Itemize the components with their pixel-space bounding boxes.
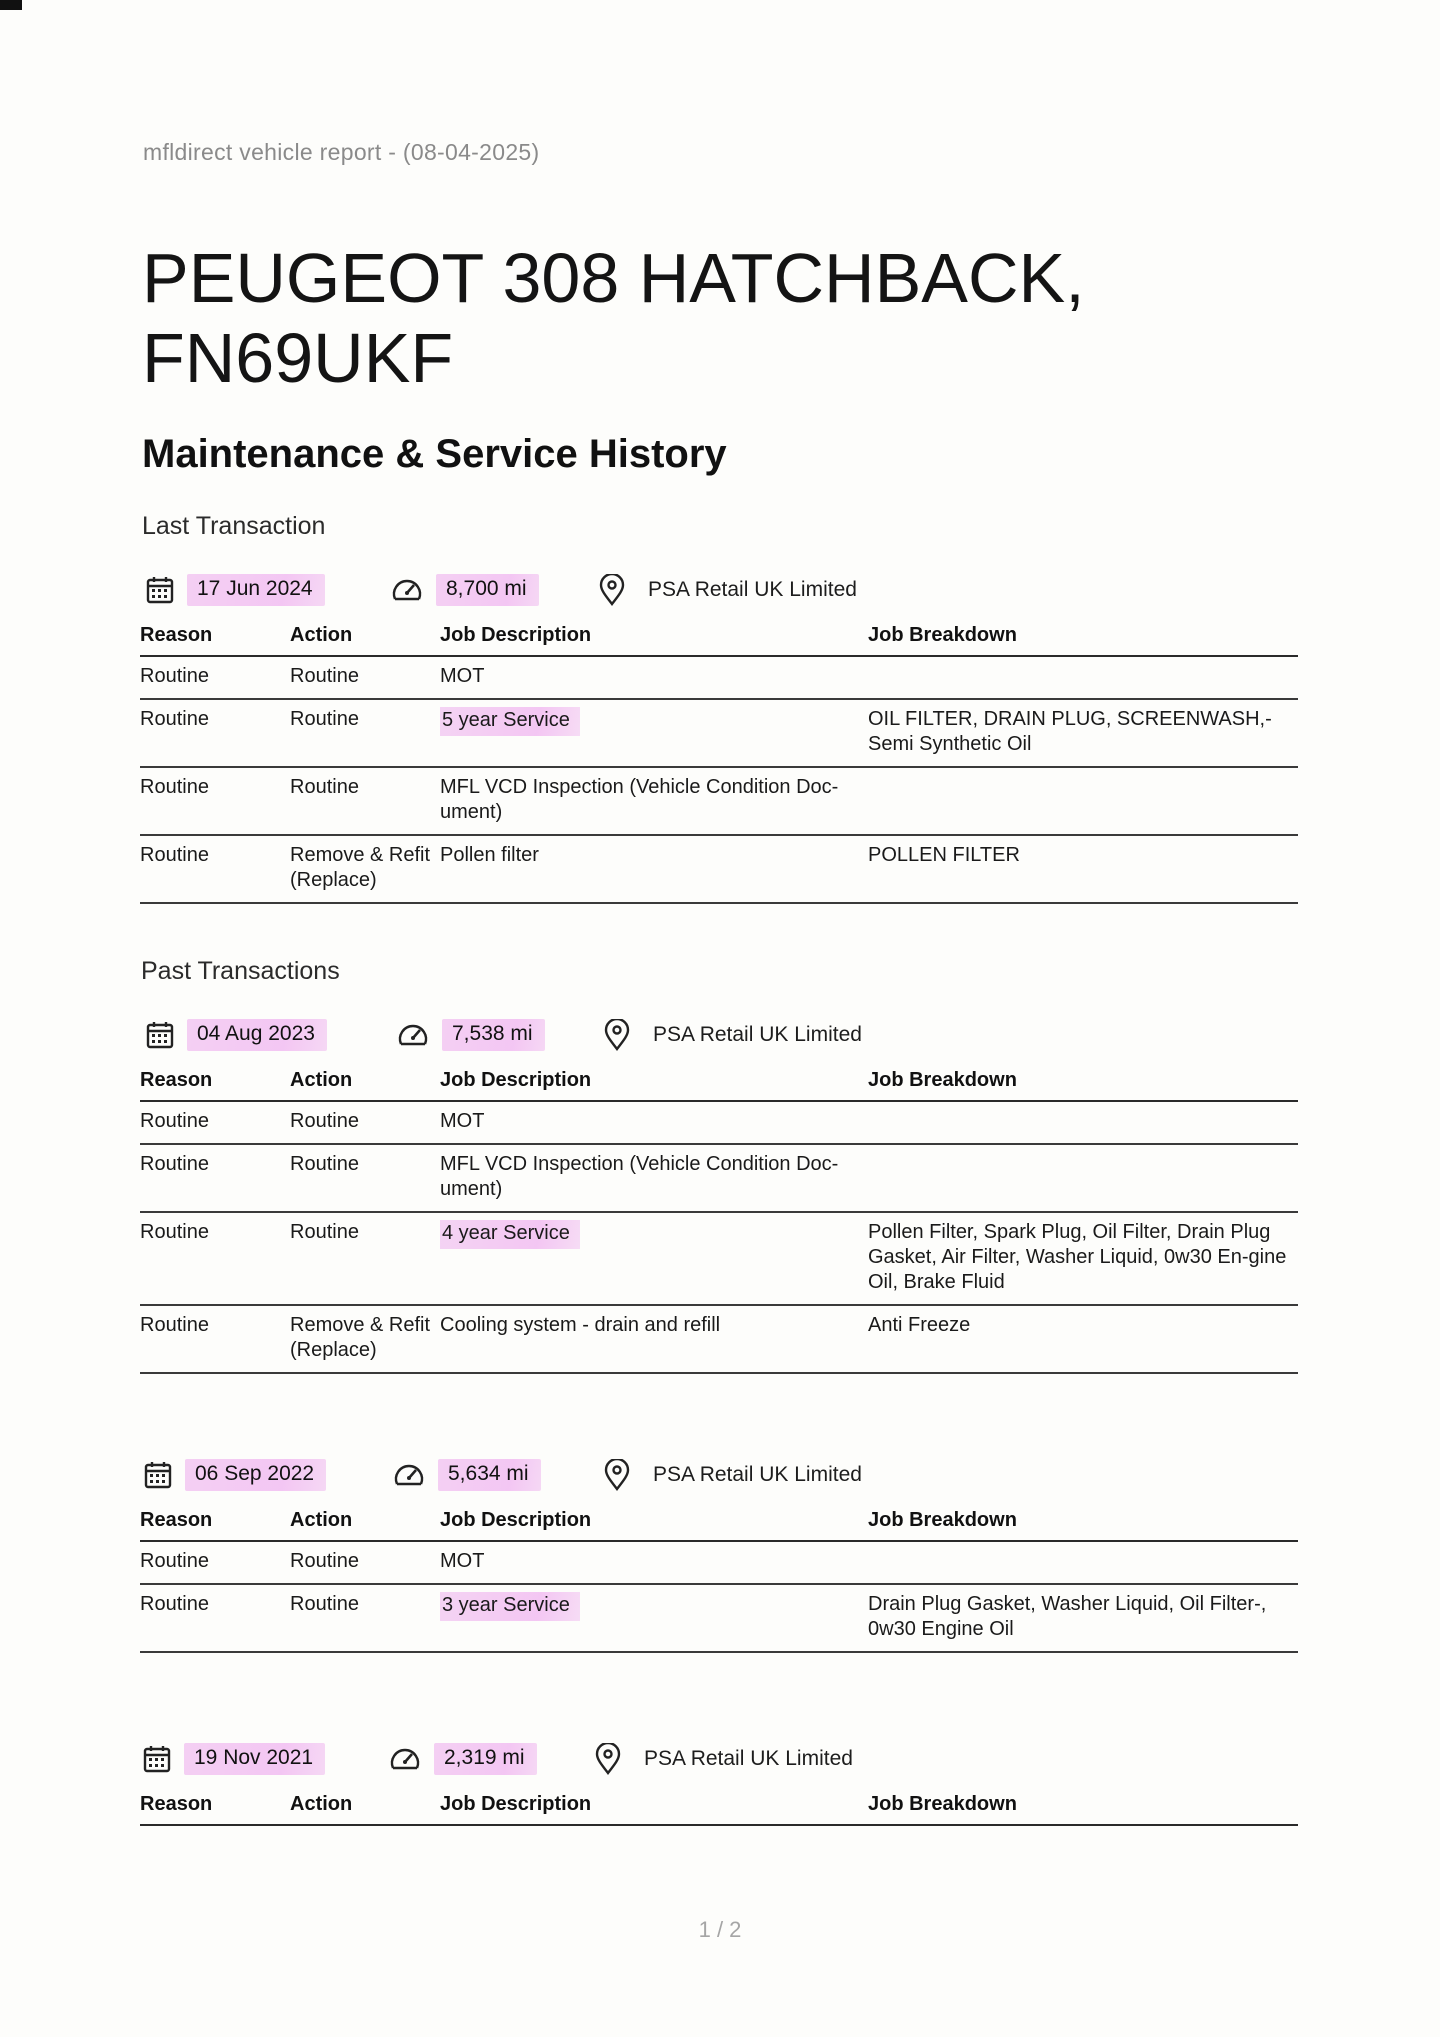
cell-action: Remove & Refit (Replace) xyxy=(290,835,440,903)
column-header-action: Action xyxy=(290,1501,440,1541)
past-transactions-label: Past Transactions xyxy=(141,957,340,985)
highlighted-service: 5 year Service xyxy=(440,707,580,736)
column-header-job-breakdown: Job Breakdown xyxy=(868,1501,1298,1541)
highlighted-service: 3 year Service xyxy=(440,1592,580,1621)
transaction-date-value: 17 Jun 2024 xyxy=(187,574,325,606)
cell-job-breakdown xyxy=(868,1144,1298,1212)
cell-job-breakdown xyxy=(868,656,1298,699)
vehicle-title-model: PEUGEOT 308 HATCHBACK, xyxy=(142,239,1085,317)
transaction-block xyxy=(140,1735,1298,1826)
speedometer-icon xyxy=(388,1744,422,1774)
table-row xyxy=(140,1305,1298,1373)
report-header: mfldirect vehicle report - (08-04-2025) xyxy=(143,139,540,165)
cell-action: Routine xyxy=(290,1144,440,1212)
column-header-job-description: Job Description xyxy=(440,616,868,656)
transaction-meta xyxy=(140,566,1298,616)
table-header-row xyxy=(140,1785,1298,1825)
transaction-location xyxy=(594,1743,853,1775)
cell-action: Routine xyxy=(290,699,440,767)
cell-action: Routine xyxy=(290,1101,440,1144)
scan-corner-mark xyxy=(0,0,22,10)
transaction-block xyxy=(140,566,1298,904)
transaction-location xyxy=(603,1459,862,1491)
transaction-mileage-value: 7,538 mi xyxy=(442,1019,545,1051)
cell-job-breakdown xyxy=(868,1101,1298,1144)
cell-job-breakdown xyxy=(868,767,1298,835)
column-header-job-description: Job Description xyxy=(440,1785,868,1825)
transaction-mileage xyxy=(396,1019,545,1051)
column-header-reason: Reason xyxy=(140,1785,290,1825)
location-pin-icon xyxy=(603,1459,631,1491)
transaction-date-value: 06 Sep 2022 xyxy=(185,1459,326,1491)
cell-job-description: MOT xyxy=(440,1541,868,1584)
cell-reason: Routine xyxy=(140,1305,290,1373)
table-row xyxy=(140,699,1298,767)
calendar-icon xyxy=(143,1460,173,1490)
jobs-table xyxy=(140,1061,1298,1374)
cell-job-description: MFL VCD Inspection (Vehicle Condition Doc-ument) xyxy=(440,767,868,835)
cell-reason: Routine xyxy=(140,1212,290,1305)
transaction-location-value: PSA Retail UK Limited xyxy=(644,1747,853,1770)
location-pin-icon xyxy=(594,1743,622,1775)
table-row xyxy=(140,1541,1298,1584)
transaction-mileage xyxy=(390,574,539,606)
transaction-meta xyxy=(140,1735,1298,1785)
transaction-block xyxy=(140,1011,1298,1374)
cell-job-description xyxy=(440,1584,868,1652)
transaction-meta xyxy=(140,1011,1298,1061)
jobs-table xyxy=(140,1785,1298,1826)
table-header-row xyxy=(140,1501,1298,1541)
section-title: Maintenance & Service History xyxy=(142,432,727,476)
cell-action: Routine xyxy=(290,1541,440,1584)
speedometer-icon xyxy=(392,1460,426,1490)
transaction-location-value: PSA Retail UK Limited xyxy=(648,578,857,601)
column-header-job-breakdown: Job Breakdown xyxy=(868,1061,1298,1101)
cell-job-breakdown: POLLEN FILTER xyxy=(868,835,1298,903)
last-transaction-label: Last Transaction xyxy=(142,512,326,540)
column-header-job-breakdown: Job Breakdown xyxy=(868,1785,1298,1825)
cell-action: Routine xyxy=(290,767,440,835)
cell-job-breakdown xyxy=(868,1541,1298,1584)
table-row xyxy=(140,767,1298,835)
cell-action: Routine xyxy=(290,1212,440,1305)
cell-job-description xyxy=(440,699,868,767)
column-header-action: Action xyxy=(290,1785,440,1825)
table-row xyxy=(140,656,1298,699)
transaction-mileage-value: 8,700 mi xyxy=(436,574,539,606)
transaction-date-value: 19 Nov 2021 xyxy=(184,1743,325,1775)
cell-job-breakdown: Drain Plug Gasket, Washer Liquid, Oil Filter-, 0w30 Engine Oil xyxy=(868,1584,1298,1652)
column-header-reason: Reason xyxy=(140,1061,290,1101)
cell-reason: Routine xyxy=(140,835,290,903)
cell-reason: Routine xyxy=(140,699,290,767)
transaction-date xyxy=(145,1019,327,1051)
transaction-location-value: PSA Retail UK Limited xyxy=(653,1023,862,1046)
transaction-date xyxy=(142,1743,325,1775)
table-header-row xyxy=(140,616,1298,656)
table-header-row xyxy=(140,1061,1298,1101)
transaction-location-value: PSA Retail UK Limited xyxy=(653,1463,862,1486)
cell-job-description: Cooling system - drain and refill xyxy=(440,1305,868,1373)
cell-reason: Routine xyxy=(140,656,290,699)
cell-job-breakdown: OIL FILTER, DRAIN PLUG, SCREENWASH,-Semi Synthetic Oil xyxy=(868,699,1298,767)
vehicle-title-registration: FN69UKF xyxy=(142,319,454,397)
cell-action: Routine xyxy=(290,656,440,699)
column-header-action: Action xyxy=(290,616,440,656)
transaction-date-value: 04 Aug 2023 xyxy=(187,1019,327,1051)
column-header-action: Action xyxy=(290,1061,440,1101)
cell-reason: Routine xyxy=(140,1541,290,1584)
column-header-reason: Reason xyxy=(140,1501,290,1541)
cell-job-breakdown: Pollen Filter, Spark Plug, Oil Filter, Drain Plug Gasket, Air Filter, Washer Liquid, 0w30 En-gine Oil, Brake Fluid xyxy=(868,1212,1298,1305)
cell-job-description: MFL VCD Inspection (Vehicle Condition Doc-ument) xyxy=(440,1144,868,1212)
transaction-block xyxy=(140,1451,1298,1653)
speedometer-icon xyxy=(390,575,424,605)
cell-reason: Routine xyxy=(140,1144,290,1212)
vehicle-title xyxy=(142,238,1292,398)
cell-job-description: MOT xyxy=(440,1101,868,1144)
transaction-date xyxy=(145,574,325,606)
cell-action: Routine xyxy=(290,1584,440,1652)
transaction-mileage-value: 5,634 mi xyxy=(438,1459,541,1491)
transaction-location xyxy=(598,574,857,606)
page-indicator: 1 / 2 xyxy=(698,1917,742,1942)
column-header-job-breakdown: Job Breakdown xyxy=(868,616,1298,656)
transaction-mileage-value: 2,319 mi xyxy=(434,1743,537,1775)
cell-action: Remove & Refit (Replace) xyxy=(290,1305,440,1373)
location-pin-icon xyxy=(603,1019,631,1051)
table-row xyxy=(140,835,1298,903)
transaction-mileage xyxy=(392,1459,541,1491)
calendar-icon xyxy=(145,575,175,605)
column-header-job-description: Job Description xyxy=(440,1061,868,1101)
cell-reason: Routine xyxy=(140,767,290,835)
cell-job-description: MOT xyxy=(440,656,868,699)
jobs-table xyxy=(140,1501,1298,1653)
cell-reason: Routine xyxy=(140,1584,290,1652)
cell-job-breakdown: Anti Freeze xyxy=(868,1305,1298,1373)
speedometer-icon xyxy=(396,1020,430,1050)
transaction-date xyxy=(143,1459,326,1491)
column-header-job-description: Job Description xyxy=(440,1501,868,1541)
table-row xyxy=(140,1212,1298,1305)
table-row xyxy=(140,1101,1298,1144)
highlighted-service: 4 year Service xyxy=(440,1220,580,1249)
location-pin-icon xyxy=(598,574,626,606)
calendar-icon xyxy=(142,1744,172,1774)
column-header-reason: Reason xyxy=(140,616,290,656)
table-row xyxy=(140,1584,1298,1652)
jobs-table xyxy=(140,616,1298,904)
cell-job-description: Pollen filter xyxy=(440,835,868,903)
transaction-meta xyxy=(140,1451,1298,1501)
calendar-icon xyxy=(145,1020,175,1050)
cell-job-description xyxy=(440,1212,868,1305)
cell-reason: Routine xyxy=(140,1101,290,1144)
transaction-mileage xyxy=(388,1743,537,1775)
transaction-location xyxy=(603,1019,862,1051)
table-row xyxy=(140,1144,1298,1212)
